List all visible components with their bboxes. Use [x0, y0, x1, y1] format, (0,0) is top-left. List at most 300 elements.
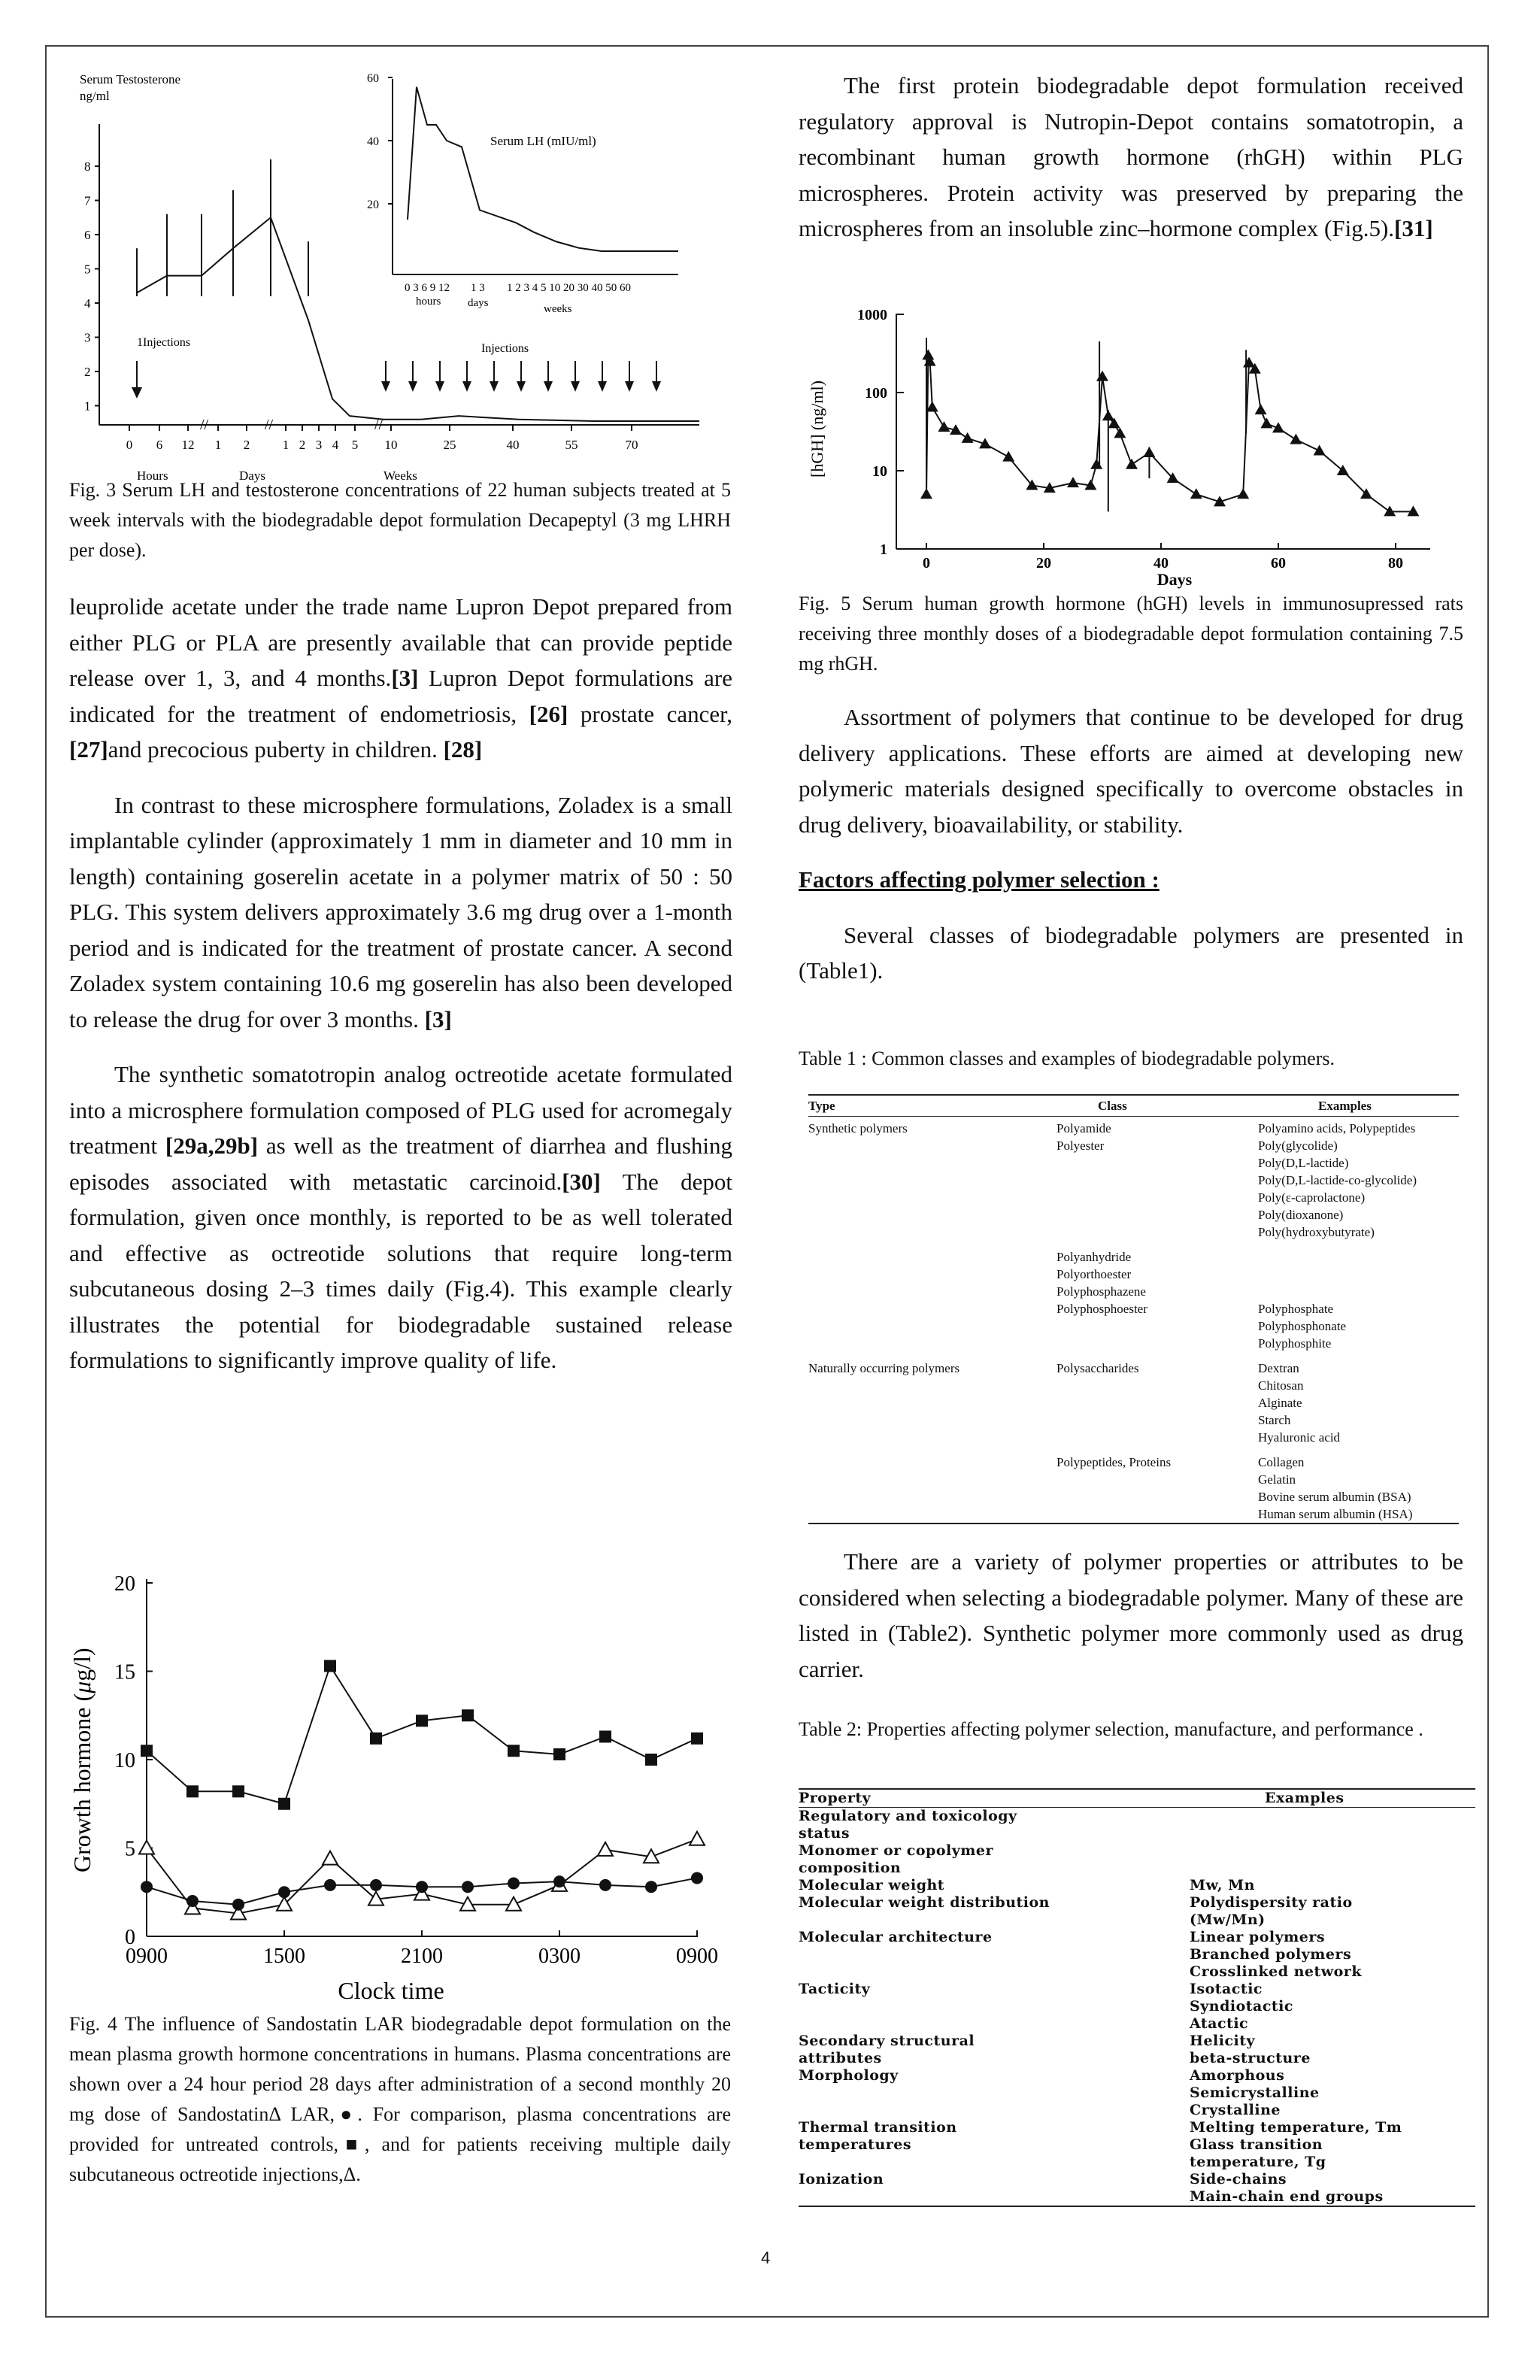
fig5-point — [1272, 422, 1284, 432]
fig4-point-square — [553, 1748, 565, 1760]
table1-row — [808, 1394, 1459, 1411]
table1-cell — [808, 1394, 1056, 1411]
fig5-point — [1255, 404, 1267, 414]
fig4-point-square — [370, 1733, 382, 1745]
table2-cell: attributes — [799, 2050, 882, 2066]
fig5-point — [922, 349, 934, 359]
table1-row — [808, 1377, 1459, 1394]
table2-cell: Mw, Mn — [1190, 1877, 1255, 1893]
table2-cell: composition — [799, 1860, 902, 1876]
table2-cell: Linear polymers — [1190, 1929, 1326, 1945]
fig4-y-tick-label: 0 — [125, 1926, 135, 1949]
fig3-x-tick-label: 0 — [126, 438, 133, 452]
table1-cell — [808, 1137, 1056, 1154]
table2-row — [799, 1946, 1475, 1963]
table1-cell — [808, 1454, 1056, 1471]
fig3-y-tick-label: 1 — [84, 399, 91, 414]
table1-cell: Polyamide — [1056, 1121, 1111, 1135]
table2-row — [799, 2067, 1475, 2084]
table2-cell: Atactic — [1190, 2015, 1249, 2032]
fig4-x-tick-label: 1500 — [263, 1945, 305, 1968]
table2-cell — [1190, 1860, 1475, 1877]
fig3-inset-y-ticks — [367, 72, 393, 211]
table2-cell: Side-chains — [1190, 2171, 1287, 2187]
table2-caption: Table 2: Properties affecting polymer selection, manufacture, and performance . — [799, 1718, 1423, 1740]
fig5-marks — [920, 338, 1419, 516]
table2-cell — [799, 1963, 1190, 1981]
fig5-x-tick-label: 0 — [923, 555, 930, 572]
table2-cell: status — [799, 1825, 850, 1842]
table2-row — [799, 1877, 1475, 1894]
fig5-y-tick-label: 100 — [865, 385, 887, 402]
table1-cell: Human serum albumin (HSA) — [1258, 1507, 1413, 1521]
table2-cell — [799, 2188, 1190, 2206]
table1-cell — [808, 1300, 1056, 1317]
fig3-x-tick-label: 6 — [156, 438, 163, 452]
table1-row — [808, 1154, 1459, 1172]
fig3-inset-days: 1 3 — [471, 282, 485, 294]
table2-cell: Syndiotactic — [1190, 1998, 1293, 2015]
fig4-point-square — [508, 1745, 520, 1757]
fig3-injection-arrowhead — [462, 381, 471, 392]
fig3-x-tick-label: 55 — [565, 438, 578, 452]
table2-cell: Branched polymers — [1190, 1946, 1352, 1963]
table1-cell — [808, 1189, 1056, 1206]
fig3-injection-arrowhead — [571, 381, 580, 392]
fig4-point-triangle — [598, 1842, 613, 1856]
table-1 — [808, 1094, 1459, 1524]
table1-row — [808, 1283, 1459, 1300]
table1-row — [808, 1317, 1459, 1335]
table1-cell: Hyaluronic acid — [1258, 1430, 1341, 1445]
table1-cell: Poly(glycolide) — [1258, 1138, 1338, 1153]
fig3-inset-y-tick-label: 60 — [367, 72, 379, 85]
table2-cell — [799, 2084, 1190, 2102]
fig5-x-tick-label: 20 — [1036, 555, 1051, 572]
fig4-point-circle — [324, 1879, 336, 1891]
fig4-point-square — [645, 1754, 657, 1766]
table1-cell — [808, 1505, 1056, 1523]
left-paragraph-1: leuprolide acetate under the trade name Lupron Depot prepared from either PLG or PLA are presently available that can provide peptide release over 1, 3, and 4 months.[3] Lupron Depot formulations are indicated for the treatment of endometriosis, [26] prostate cancer,[27]and precocious puberty in children. [28] — [69, 593, 733, 763]
fig3-x-tick-label: 5 — [351, 438, 359, 452]
table2-cell: Glass transition — [1190, 2136, 1323, 2153]
table1-header: Type Class Examples — [808, 1094, 1459, 1117]
fig4-point-square — [462, 1709, 474, 1721]
fig4-point-triangle — [690, 1832, 705, 1845]
right-paragraph-1: The first protein biodegradable depot formulation received regulatory approval is Nutropin-Depot contains somatotropin, a recombinant human growth hormone (rhGH) within PLG microspheres. Protein activity was preserved by preparing the microspheres from an insoluble zinc–hormone complex (Fig.5).[31] — [799, 72, 1463, 241]
table2-cell: Semicrystalline — [1190, 2084, 1320, 2101]
table2-row — [799, 2136, 1475, 2154]
table2-cell: Helicity — [1190, 2033, 1256, 2049]
table2-cell: Crosslinked network — [1190, 1963, 1362, 1980]
fig4-x-tick-label: 2100 — [401, 1945, 443, 1968]
table1-cell — [808, 1488, 1056, 1505]
fig4-y-tick-label: 5 — [125, 1837, 135, 1861]
fig3-injection-label-2: Injections — [481, 342, 529, 355]
fig4-y-tick-label: 20 — [114, 1572, 135, 1596]
fig4-y-tick-label: 15 — [114, 1660, 135, 1684]
table1-cell: Chitosan — [1258, 1378, 1304, 1393]
fig3-injection-arrowhead — [490, 381, 499, 392]
fig4-y-tick-label: 10 — [114, 1749, 135, 1772]
fig4-x-label: Clock time — [338, 1977, 444, 2004]
fig3-chart — [68, 64, 729, 485]
fig4-point-circle — [141, 1881, 153, 1893]
fig3-inset-days-label: days — [468, 297, 489, 309]
table1-cell: Bovine serum albumin (BSA) — [1258, 1490, 1411, 1504]
fig5-y-label: [hGH] (ng/ml) — [808, 380, 826, 478]
table1-cell: Polyester — [1056, 1138, 1105, 1153]
fig5-point — [1067, 477, 1079, 487]
table1-row — [808, 1223, 1459, 1241]
fig3-injection-arrowhead — [544, 381, 553, 392]
fig5-point — [1096, 371, 1108, 381]
fig3-x-group-weeks: Weeks — [383, 468, 417, 483]
fig3-y-unit: ng/ml — [80, 89, 110, 103]
fig5-chart — [799, 297, 1460, 594]
fig4-point-square — [324, 1660, 336, 1672]
table1-cell — [1056, 1206, 1258, 1223]
table1-cell — [1056, 1488, 1258, 1505]
table2-cell: temperature, Tg — [1190, 2154, 1326, 2170]
table1-row — [808, 1429, 1459, 1446]
table2-row — [799, 2033, 1475, 2050]
fig5-point — [1126, 459, 1138, 469]
table1-cell: Starch — [1258, 1413, 1291, 1427]
table1-cell: Poly(dioxanone) — [1258, 1208, 1344, 1222]
section-heading: Factors affecting polymer selection : — [799, 866, 1160, 893]
fig5-y-tick-label: 10 — [872, 463, 887, 480]
table2-cell — [1190, 1808, 1475, 1825]
fig4-point-circle — [232, 1899, 244, 1911]
table1-cell: Gelatin — [1258, 1472, 1296, 1487]
table1-row — [808, 1248, 1459, 1266]
table2-cell: (Mw/Mn) — [1190, 1912, 1266, 1928]
table2-cell — [1190, 1842, 1475, 1860]
fig3-injection-arrowhead — [435, 381, 444, 392]
fig3-y-tick-label: 7 — [84, 193, 91, 208]
fig5-series-line — [926, 355, 1413, 511]
fig4-point-circle — [645, 1881, 657, 1893]
fig3-inset-hours: 0 3 6 9 12 — [405, 282, 450, 294]
figure-3 — [68, 64, 729, 485]
fig5-point — [962, 432, 974, 443]
fig3-x-tick-label: 3 — [315, 438, 323, 452]
table-2 — [799, 1788, 1475, 2207]
table2-row — [799, 1894, 1475, 1912]
fig3-x-tick-label: 4 — [332, 438, 339, 452]
table1-row — [808, 1189, 1459, 1206]
table2-row — [799, 2154, 1475, 2171]
fig4-point-square — [691, 1733, 703, 1745]
fig4-chart — [68, 1557, 737, 2008]
table1-row — [808, 1120, 1459, 1137]
table1-cell — [1258, 1283, 1457, 1300]
table1-cell — [808, 1248, 1056, 1266]
table1-row — [808, 1172, 1459, 1189]
fig4-caption: Fig. 4 The influence of Sandostatin LAR biodegradable depot formulation on the mean plasma growth hormone concentrations in humans. Plasma concentrations are shown over a 24 hour period 28 days after administration of a second monthly 20 mg dose of SandostatinΔ LAR,●. For comparison, plasma concentrations are provided for untreated controls,■, and for patients receiving multiple daily subcutaneous octreotide injections,Δ. — [69, 2013, 731, 2185]
fig4-point-circle — [416, 1881, 428, 1893]
fig3-axis-break: // — [265, 417, 274, 433]
table2-row — [799, 2119, 1475, 2136]
table1-cell — [808, 1335, 1056, 1352]
table1-cell — [808, 1283, 1056, 1300]
fig3-x-tick-label: 40 — [506, 438, 520, 452]
table2-cell — [799, 1946, 1190, 1963]
table2-cell: Morphology — [799, 2067, 899, 2084]
fig4-y-label: Growth hormone (μg/l) — [68, 1648, 95, 1872]
fig5-y-tick-label: 1000 — [857, 307, 887, 323]
table1-row — [808, 1471, 1459, 1488]
fig4-point-square — [278, 1798, 290, 1810]
fig3-x-tick-label: 12 — [181, 438, 195, 452]
fig4-x-tick-label: 0300 — [538, 1945, 581, 1968]
fig4-series-line — [147, 1666, 697, 1803]
fig3-injection-arrowhead — [132, 387, 142, 399]
table2-cell: Molecular weight distribution — [799, 1894, 1050, 1911]
fig4-point-square — [186, 1785, 199, 1797]
fig3-axis-break: // — [374, 417, 383, 433]
fig3-x-tick-label: 10 — [384, 438, 398, 452]
fig5-point — [1314, 444, 1326, 455]
table2-row — [799, 1963, 1475, 1981]
fig3-y-tick-label: 4 — [84, 296, 91, 311]
fig4-point-triangle — [506, 1897, 521, 1911]
table1-cell — [1056, 1189, 1258, 1206]
fig3-y-tick-label: 5 — [84, 262, 91, 277]
fig3-x-ticks — [126, 417, 638, 452]
fig3-x-group-days: Days — [239, 468, 265, 483]
table1-cell: Polyphosphite — [1258, 1336, 1332, 1351]
table2-cell: beta-structure — [1190, 2050, 1311, 2066]
table1-cell: Polyphosphate — [1258, 1302, 1334, 1316]
fig3-inset-y-tick-label: 40 — [367, 135, 379, 148]
table1-row — [808, 1335, 1459, 1352]
table1-cell — [1056, 1154, 1258, 1172]
fig4-point-square — [232, 1785, 244, 1797]
table2-cell: Thermal transition — [799, 2119, 957, 2136]
fig3-injection-arrowhead — [517, 381, 526, 392]
fig4-marks — [139, 1660, 705, 1919]
fig3-inset-hours-label: hours — [416, 296, 441, 308]
fig5-caption: Fig. 5 Serum human growth hormone (hGH) levels in immunosupressed rats receiving three monthly doses of a biodegradable depot formulation containing 7.5 mg rhGH. — [799, 593, 1463, 675]
table2-cell: Amorphous — [1190, 2067, 1285, 2084]
table2-row — [799, 2188, 1475, 2206]
table1-row — [808, 1206, 1459, 1223]
fig5-point — [938, 421, 950, 432]
fig3-y-tick-label: 2 — [84, 365, 91, 379]
table2-row — [799, 1929, 1475, 1946]
table1-cell — [1056, 1223, 1258, 1241]
table2-cell — [799, 1912, 1190, 1929]
table2-cell — [799, 2015, 1190, 2033]
fig5-point — [1243, 356, 1255, 367]
fig4-series-line — [147, 1839, 697, 1914]
table1-cell — [808, 1154, 1056, 1172]
left-paragraph-2: In contrast to these microsphere formulations, Zoladex is a small implantable cylinder (approximately 1 mm in diameter and 10 mm in length) containing goserelin acetate in a polymer matrix of 50 : 50 PLG. This system delivers approximately 3.6 mg drug over a 1-month period and is indicated for the treatment of prostate cancer. A second Zoladex system containing 10.6 mg goserelin has also been developed to release the drug for over 3 months. [3] — [69, 791, 732, 1032]
table1-cell — [1056, 1411, 1258, 1429]
table1-cell: Polysaccharides — [1056, 1361, 1139, 1375]
table1-row — [808, 1411, 1459, 1429]
fig3-testosterone-line — [137, 217, 699, 421]
fig5-point — [1190, 488, 1202, 499]
fig5-point — [1260, 417, 1272, 428]
table2-cell — [799, 2102, 1190, 2119]
fig3-y-tick-label: 3 — [84, 330, 91, 345]
table1-cell: Polyanhydride — [1056, 1250, 1132, 1264]
table2-body — [799, 1808, 1475, 2207]
table2-cell: Tacticity — [799, 1981, 871, 1997]
table1-cell: Polyphosphoester — [1056, 1302, 1147, 1316]
table1-row — [808, 1505, 1459, 1523]
fig4-point-circle — [370, 1879, 382, 1891]
table1-cell: Polyphosphonate — [1258, 1319, 1347, 1333]
fig3-inset-weeks-label: weeks — [544, 303, 572, 315]
table1-cell: Poly(ε-caprolactone) — [1258, 1190, 1366, 1205]
fig3-x-group-hours: Hours — [137, 468, 168, 483]
table1-cell — [808, 1411, 1056, 1429]
table2-cell: Melting temperature, Tm — [1190, 2119, 1402, 2136]
fig4-point-square — [141, 1745, 153, 1757]
right-text-block — [799, 699, 1463, 1008]
fig4-point-square — [416, 1715, 428, 1727]
fig3-x-tick-label: 1 — [282, 438, 290, 452]
fig3-axis-break: // — [200, 417, 209, 433]
table1-cell: Synthetic polymers — [808, 1121, 908, 1135]
fig3-y-title: Serum Testosterone — [80, 72, 180, 86]
fig4-point-circle — [186, 1895, 199, 1907]
table1-cell: Polyorthoester — [1056, 1267, 1132, 1281]
fig5-x-tick-label: 40 — [1153, 555, 1169, 572]
fig3-injection-arrowhead — [652, 381, 661, 392]
table1-cell — [1056, 1429, 1258, 1446]
fig4-point-square — [599, 1730, 611, 1742]
table1-cell — [1056, 1505, 1258, 1523]
table1-cell — [1056, 1172, 1258, 1189]
table2-row — [799, 2084, 1475, 2102]
table1-row — [808, 1300, 1459, 1317]
table1-cell — [808, 1206, 1056, 1223]
left-column-text — [69, 589, 732, 1398]
table2-cell: Secondary structural — [799, 2033, 975, 2049]
table1-cell — [1056, 1471, 1258, 1488]
table1-cell — [808, 1429, 1056, 1446]
fig3-y-ticks — [84, 159, 99, 414]
fig3-injection-arrowhead — [408, 381, 417, 392]
table1-cell: Polyamino acids, Polypeptides — [1258, 1121, 1416, 1135]
fig4-point-circle — [599, 1879, 611, 1891]
table1-cell: Poly(D,L-lactide-co-glycolide) — [1258, 1173, 1417, 1187]
fig5-x-ticks — [923, 543, 1403, 572]
fig3-x-tick-label: 2 — [299, 438, 306, 452]
table1-cell: Poly(D,L-lactide) — [1258, 1156, 1349, 1170]
table1-cell: Polyphosphazene — [1056, 1284, 1146, 1299]
fig5-point — [1290, 434, 1302, 444]
table1-cell — [808, 1471, 1056, 1488]
table1-row — [808, 1360, 1459, 1377]
fig4-point-triangle — [323, 1851, 338, 1865]
table2-row — [799, 1842, 1475, 1860]
fig4-point-circle — [508, 1878, 520, 1890]
table2-cell — [1190, 1825, 1475, 1842]
table1-body — [808, 1117, 1459, 1524]
table1-cell — [808, 1172, 1056, 1189]
table1-cell: Poly(hydroxybutyrate) — [1258, 1225, 1375, 1239]
fig3-inset-y-tick-label: 20 — [367, 199, 379, 211]
fig3-caption: Fig. 3 Serum LH and testosterone concentrations of 22 human subjects treated at 5 week intervals with the biodegradable depot formulation Decapeptyl (3 mg LHRH per dose). — [69, 479, 731, 561]
table2-row — [799, 1825, 1475, 1842]
table2-row — [799, 2015, 1475, 2033]
table2-cell: Ionization — [799, 2171, 884, 2187]
figure-5 — [799, 297, 1460, 594]
fig3-x-tick-label: 1 — [214, 438, 222, 452]
table1-cell: Polypeptides, Proteins — [1056, 1455, 1172, 1469]
fig4-point-circle — [278, 1886, 290, 1898]
table2-cell: Monomer or copolymer — [799, 1842, 993, 1859]
table2-row — [799, 1981, 1475, 1998]
figure-4 — [68, 1557, 737, 2008]
right-paragraph-4: There are a variety of polymer properties or attributes to be considered when selecting a biodegradable polymer. Many of these are listed in (Table2). Synthetic polymer more commonly used as drug carrier. — [799, 1548, 1463, 1682]
table1-cell: Alginate — [1258, 1396, 1302, 1410]
table1-cell — [1056, 1377, 1258, 1394]
right-paragraph-3: Several classes of biodegradable polymers are presented in (Table1). — [799, 921, 1463, 984]
fig5-x-tick-label: 80 — [1388, 555, 1403, 572]
fig4-point-circle — [462, 1881, 474, 1893]
table2-cell: Molecular weight — [799, 1877, 945, 1893]
table1-row — [808, 1266, 1459, 1283]
table2-row — [799, 1998, 1475, 2015]
fig5-point — [1002, 451, 1014, 462]
table1-cell — [1258, 1248, 1457, 1266]
table2-header: Property Examples — [799, 1788, 1475, 1808]
table2-cell: Molecular architecture — [799, 1929, 993, 1945]
left-paragraph-3: The synthetic somatotropin analog octreotide acetate formulated into a microsphere formulation composed of PLG used for acromegaly treatment [29a,29b] as well as the treatment of diarrhea and flushing episodes associated with metastatic carcinoid.[30] The depot formulation, given once monthly, is reported to be as well tolerated and effective as octreotide solutions that require long-term subcutaneous dosing 2–3 times daily (Fig.4). This example clearly illustrates the potential for biodegradable sustained release formulations to significantly improve quality of life. — [69, 1061, 732, 1373]
fig5-point — [1237, 488, 1249, 499]
table1-row — [808, 1454, 1459, 1471]
fig5-point — [1090, 459, 1102, 469]
fig3-inset-label: Serum LH (mIU/ml) — [490, 134, 596, 148]
fig3-y-tick-label: 8 — [84, 159, 91, 174]
table1-cell: Collagen — [1258, 1455, 1305, 1469]
fig3-injection-arrowhead — [381, 381, 390, 392]
table1-cell — [1056, 1394, 1258, 1411]
table1-cell — [1056, 1317, 1258, 1335]
fig3-x-tick-label: 70 — [625, 438, 638, 452]
table2-cell — [799, 2154, 1190, 2171]
page-number: 4 — [761, 2248, 771, 2267]
table2-cell — [799, 1998, 1190, 2015]
table2-row — [799, 1860, 1475, 1877]
fig3-x-tick-label: 2 — [243, 438, 250, 452]
table2-row — [799, 2050, 1475, 2067]
table2-cell: Polydispersity ratio — [1190, 1894, 1353, 1911]
fig3-x-tick-label: 25 — [443, 438, 456, 452]
fig4-x-tick-label: 0900 — [126, 1945, 168, 1968]
fig5-x-tick-label: 60 — [1271, 555, 1286, 572]
table1-caption: Table 1 : Common classes and examples of biodegradable polymers. — [799, 1048, 1335, 1069]
fig3-y-tick-label: 6 — [84, 228, 91, 242]
table1-cell — [808, 1266, 1056, 1283]
table1-cell — [808, 1223, 1056, 1241]
table1-cell — [808, 1317, 1056, 1335]
table2-cell: Main-chain end groups — [1190, 2188, 1384, 2205]
fig3-inset-weeks: 1 2 3 4 5 10 20 30 40 50 60 — [507, 282, 631, 294]
table2-cell: Regulatory and toxicology — [799, 1808, 1017, 1824]
table2-row — [799, 2102, 1475, 2119]
table1-cell — [1258, 1266, 1457, 1283]
fig5-point — [1114, 427, 1126, 438]
table1-row — [808, 1488, 1459, 1505]
